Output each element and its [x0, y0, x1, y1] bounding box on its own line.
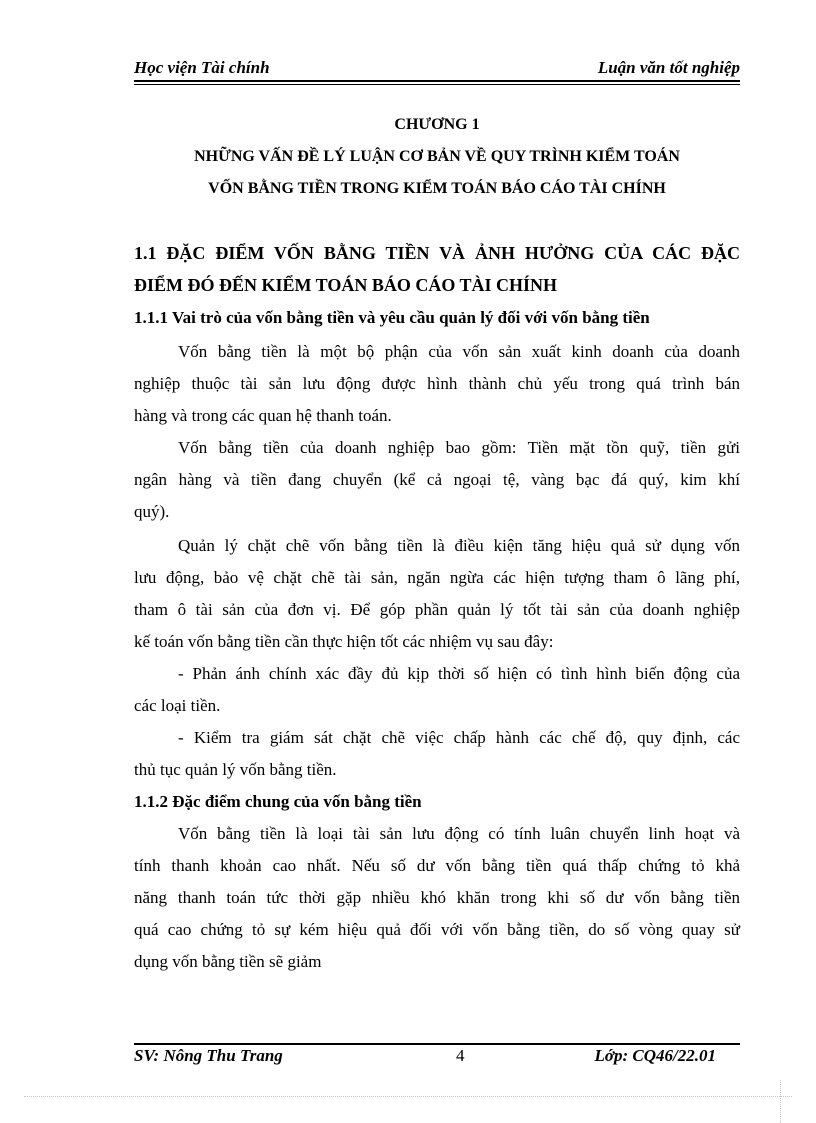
header-institution: Học viện Tài chính — [134, 58, 270, 77]
chapter-number: CHƯƠNG 1 — [394, 116, 480, 133]
page-boundary-marker — [780, 1080, 781, 1123]
page-header — [134, 56, 740, 82]
section-1-1-heading-line-2: ĐIỂM ĐÓ ĐẾN KIỂM TOÁN BÁO CÁO TÀI CHÍNH — [134, 275, 558, 295]
paragraph-line: dụng vốn bằng tiền sẽ giảm — [134, 952, 322, 971]
paragraph-line: - Kiểm tra giám sát chặt chẽ việc chấp hành các chế độ, quy định, các — [178, 728, 740, 747]
section-1-1-1-heading: 1.1.1 Vai trò của vốn bằng tiền và yêu cầu quản lý đối với vốn bằng tiền — [134, 308, 650, 327]
header-rule-thin — [134, 84, 740, 85]
paragraph-line: Vốn bằng tiền là một bộ phận của vốn sản xuất kinh doanh của doanh — [178, 342, 740, 361]
paragraph-2 — [134, 432, 740, 528]
paragraph-line: Vốn bằng tiền là loại tài sản lưu động có tính luân chuyển linh hoạt và — [178, 824, 740, 843]
chapter-title-line-2: VỐN BẰNG TIỀN TRONG KIỂM TOÁN BÁO CÁO TÀI CHÍNH — [208, 180, 666, 197]
paragraph-3 — [134, 530, 740, 658]
paragraph-line: lưu động, bảo vệ chặt chẽ tài sản, ngăn ngừa các hiện tượng tham ô lãng phí, — [134, 568, 740, 587]
page-footer — [134, 1046, 740, 1070]
footer-student: SV: Nông Thu Trang — [134, 1046, 283, 1065]
paragraph-line: tính thanh khoản cao nhất. Nếu số dư vốn bằng tiền quá thấp chứng tỏ khả — [134, 856, 740, 875]
paragraph-line: thủ tục quản lý vốn bằng tiền. — [134, 760, 337, 779]
header-doc-type: Luận văn tốt nghiệp — [597, 58, 740, 77]
paragraph-line: Vốn bằng tiền của doanh nghiệp bao gồm: Tiền mặt tồn quỹ, tiền gửi — [178, 438, 740, 457]
paragraph-1 — [134, 336, 740, 432]
section-1-1-2-heading: 1.1.2 Đặc điểm chung của vốn bằng tiền — [134, 792, 422, 811]
paragraph-5 — [134, 722, 740, 786]
paragraph-line: ngân hàng và tiền đang chuyển (kể cả ngoại tệ, vàng bạc đá quý, kim khí — [134, 470, 740, 489]
paragraph-4 — [134, 658, 740, 722]
paragraph-line: tham ô tài sản của đơn vị. Để góp phần quản lý tốt tài sản của doanh nghiệp — [134, 600, 740, 619]
page-boundary-line — [24, 1096, 792, 1097]
paragraph-line: nghiệp thuộc tài sản lưu động được hình thành chủ yếu trong quá trình bán — [134, 374, 740, 393]
section-1-1-heading-line-1: 1.1 ĐẶC ĐIỂM VỐN BẰNG TIỀN VÀ ẢNH HƯỞNG CỦA CÁC ĐẶC — [134, 243, 740, 263]
paragraph-line: - Phản ánh chính xác đầy đủ kịp thời số hiện có tình hình biến động của — [178, 664, 740, 683]
chapter-title-line-1: NHỮNG VẤN ĐỀ LÝ LUẬN CƠ BẢN VỀ QUY TRÌNH KIỂM TOÁN — [194, 148, 680, 165]
paragraph-line: các loại tiền. — [134, 696, 221, 715]
paragraph-6 — [134, 818, 740, 978]
footer-page-number: 4 — [456, 1046, 465, 1065]
header-rule — [134, 80, 740, 82]
paragraph-line: kế toán vốn bằng tiền cần thực hiện tốt các nhiệm vụ sau đây: — [134, 632, 554, 651]
footer-rule — [134, 1043, 740, 1045]
paragraph-line: Quản lý chặt chẽ vốn bằng tiền là điều kiện tăng hiệu quả sử dụng vốn — [178, 536, 740, 555]
paragraph-line: năng thanh toán tức thời gặp nhiều khó khăn trong khi số dư vốn bằng tiền — [134, 888, 740, 907]
footer-class: Lớp: CQ46/22.01 — [594, 1046, 716, 1065]
paragraph-line: hàng và trong các quan hệ thanh toán. — [134, 406, 392, 425]
paragraph-line: quý). — [134, 502, 170, 521]
paragraph-line: quá cao chứng tỏ sự kém hiệu quả đối với vốn bằng tiền, do số vòng quay sử — [134, 920, 740, 939]
